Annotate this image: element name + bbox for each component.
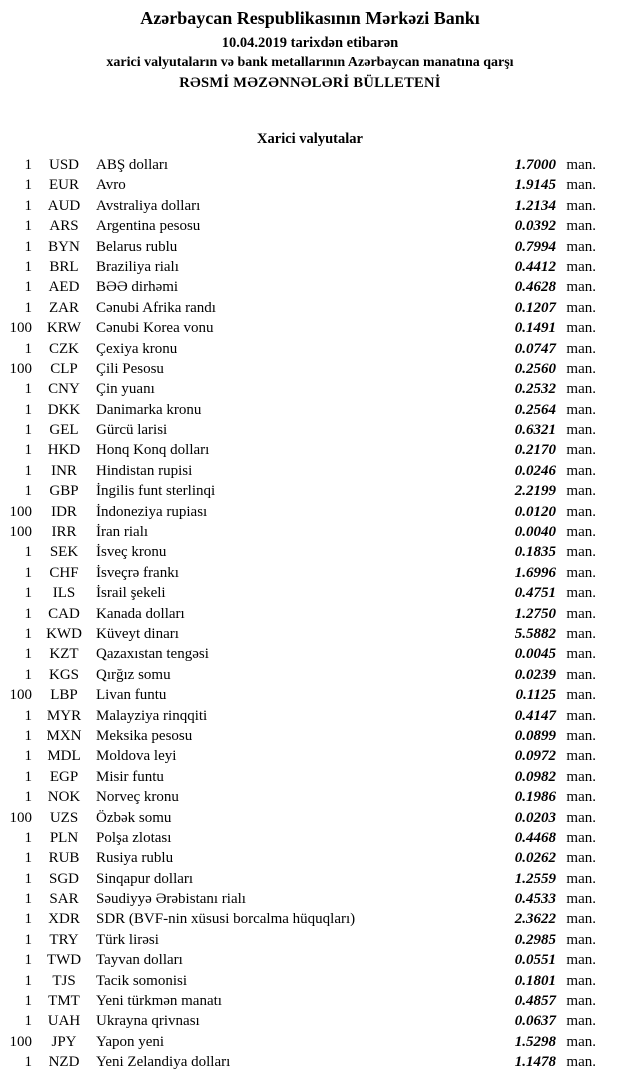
unit-cell: man. — [566, 829, 596, 846]
unit-cell: man. — [566, 911, 596, 928]
effective-date-line: 10.04.2019 tarixdən etibarən — [221, 35, 399, 51]
table-row — [8, 339, 596, 359]
currency-name-cell: Hindistan rupisi — [96, 462, 193, 479]
table-row — [8, 196, 596, 216]
table-row — [8, 706, 596, 726]
rate-cell: 0.1491 — [514, 320, 556, 337]
unit-cell: man. — [566, 666, 596, 683]
currency-name-cell: Özbək somu — [96, 809, 172, 826]
quantity-cell: 1 — [24, 544, 32, 561]
table-row — [8, 461, 596, 481]
table-row — [8, 909, 596, 929]
table-row — [8, 808, 596, 828]
currency-name-cell: Yeni Zelandiya dolları — [96, 1054, 231, 1071]
currency-name-cell: Çili Pesosu — [96, 360, 164, 377]
bank-title: Azərbaycan Respublikasının Mərkəzi Bankı — [140, 8, 480, 28]
table-row — [8, 950, 596, 970]
currency-code-cell: TWD — [46, 952, 82, 969]
table-row — [8, 971, 596, 991]
quantity-cell: 1 — [24, 462, 32, 479]
rate-cell: 1.2559 — [514, 870, 556, 887]
quantity-cell: 100 — [9, 524, 32, 541]
currency-code-cell: MDL — [47, 748, 81, 765]
currency-code-cell: GBP — [49, 483, 79, 500]
unit-cell: man. — [566, 462, 596, 479]
table-row — [8, 175, 596, 195]
quantity-cell: 100 — [9, 320, 32, 337]
table-row — [8, 400, 596, 420]
currency-name-cell: Meksika pesosu — [96, 727, 193, 744]
currency-name-cell: SDR (BVF-nin xüsusi borcalma hüquqları) — [96, 911, 356, 928]
unit-cell: man. — [566, 727, 596, 744]
quantity-cell: 1 — [24, 605, 32, 622]
table-row — [8, 277, 596, 297]
currency-code-cell: MXN — [46, 727, 82, 744]
unit-cell: man. — [566, 442, 596, 459]
currency-name-cell: Rusiya rublu — [96, 850, 174, 867]
unit-cell: man. — [566, 157, 596, 173]
currency-code-cell: RUB — [48, 850, 80, 867]
currency-name-cell: Sinqapur dolları — [96, 870, 194, 887]
currency-code-cell: EUR — [49, 177, 79, 194]
currency-name-cell: Danimarka kronu — [96, 401, 202, 418]
currency-name-cell: İngilis funt sterlinqi — [96, 483, 216, 500]
currency-name-cell: Kanada dolları — [96, 605, 185, 622]
quantity-cell: 1 — [24, 666, 32, 683]
currency-code-cell: KGS — [48, 666, 79, 683]
currency-name-cell: Cənubi Korea vonu — [96, 320, 214, 337]
table-row — [8, 542, 596, 562]
currency-code-cell: MYR — [46, 707, 82, 724]
unit-cell: man. — [566, 401, 596, 418]
quantity-cell: 1 — [24, 442, 32, 459]
rate-cell: 0.0972 — [514, 748, 556, 765]
currency-name-cell: Avro — [96, 177, 126, 194]
unit-cell: man. — [566, 360, 596, 377]
rate-cell: 0.1835 — [514, 544, 556, 561]
currency-code-cell: BYN — [48, 238, 80, 255]
quantity-cell: 1 — [24, 931, 32, 948]
unit-cell: man. — [566, 585, 596, 602]
currency-name-cell: Argentina pesosu — [96, 218, 201, 235]
unit-cell: man. — [566, 483, 596, 500]
rate-cell: 0.0637 — [514, 1013, 556, 1030]
currency-code-cell: KZT — [49, 646, 79, 663]
bulletin-title: RƏSMİ MƏZƏNNƏLƏRİ BÜLLETENİ — [179, 75, 441, 91]
currency-code-cell: INR — [51, 462, 77, 479]
unit-cell: man. — [566, 972, 596, 989]
table-row — [8, 685, 596, 705]
table-row — [8, 767, 596, 787]
currency-code-cell: IDR — [51, 503, 77, 520]
currency-name-cell: Qazaxıstan tengəsi — [96, 646, 209, 663]
table-row — [8, 481, 596, 501]
rate-cell: 2.2199 — [514, 483, 556, 500]
quantity-cell: 1 — [24, 483, 32, 500]
rate-cell: 0.0040 — [514, 524, 556, 541]
currency-code-cell: TRY — [49, 931, 79, 948]
currency-code-cell: SEK — [49, 544, 79, 561]
unit-cell: man. — [566, 1033, 596, 1050]
currency-code-cell: CNY — [48, 381, 80, 398]
table-row — [8, 1032, 596, 1052]
rate-cell: 1.2134 — [514, 197, 556, 214]
quantity-cell: 1 — [24, 299, 32, 316]
quantity-cell: 1 — [24, 1054, 32, 1071]
unit-cell: man. — [566, 707, 596, 724]
unit-cell: man. — [566, 238, 596, 255]
currency-code-cell: IRR — [51, 524, 77, 541]
rate-cell: 0.7994 — [514, 238, 556, 255]
quantity-cell: 1 — [24, 625, 32, 642]
currency-name-cell: Tacik somonisi — [96, 972, 188, 989]
document-header — [0, 6, 620, 94]
currency-code-cell: SAR — [49, 891, 79, 908]
currency-name-cell: Misir funtu — [96, 768, 164, 785]
currency-name-cell: İsrail şekeli — [96, 585, 166, 602]
quantity-cell: 1 — [24, 850, 32, 867]
quantity-cell: 1 — [24, 564, 32, 581]
quantity-cell: 1 — [24, 952, 32, 969]
rate-cell: 0.4468 — [514, 829, 556, 846]
unit-cell: man. — [566, 768, 596, 785]
rate-cell: 0.4751 — [514, 585, 556, 602]
currency-name-cell: Avstraliya dolları — [96, 197, 201, 214]
rate-cell: 0.4412 — [514, 258, 556, 275]
quantity-cell: 100 — [9, 1033, 32, 1050]
rate-cell: 0.1986 — [514, 789, 556, 806]
currency-code-cell: ILS — [52, 585, 76, 602]
quantity-cell: 1 — [24, 891, 32, 908]
currency-name-cell: Honq Konq dolları — [96, 442, 210, 459]
quantity-cell: 1 — [24, 218, 32, 235]
currency-code-cell: JPY — [51, 1033, 77, 1050]
table-row — [8, 665, 596, 685]
currency-code-cell: TMT — [48, 993, 80, 1010]
quantity-cell: 1 — [24, 789, 32, 806]
rate-cell: 0.4533 — [514, 891, 556, 908]
unit-cell: man. — [566, 422, 596, 439]
rate-cell: 0.4147 — [514, 707, 556, 724]
currency-code-cell: HKD — [47, 442, 81, 459]
unit-cell: man. — [566, 258, 596, 275]
table-row — [8, 379, 596, 399]
rate-cell: 0.1125 — [515, 687, 556, 704]
unit-cell: man. — [566, 544, 596, 561]
currency-name-cell: Malayziya rinqqiti — [96, 707, 208, 724]
unit-cell: man. — [566, 299, 596, 316]
currency-name-cell: Qırğız somu — [96, 666, 171, 683]
quantity-cell: 1 — [24, 157, 32, 173]
table-row — [8, 502, 596, 522]
quantity-cell: 1 — [24, 258, 32, 275]
currency-name-cell: BƏƏ dirhəmi — [96, 279, 179, 296]
currency-code-cell: AED — [48, 279, 80, 296]
table-row — [8, 359, 596, 379]
currency-name-cell: Türk lirəsi — [96, 931, 159, 948]
quantity-cell: 100 — [9, 809, 32, 826]
unit-cell: man. — [566, 789, 596, 806]
rate-cell: 0.0203 — [514, 809, 556, 826]
rate-cell: 0.0246 — [514, 462, 556, 479]
currency-name-cell: Cənubi Afrika randı — [96, 299, 216, 316]
currency-code-cell: NZD — [48, 1054, 80, 1071]
unit-cell: man. — [566, 218, 596, 235]
table-row — [8, 624, 596, 644]
quantity-cell: 1 — [24, 870, 32, 887]
currency-code-cell: AUD — [47, 197, 81, 214]
currency-name-cell: Küveyt dinarı — [96, 625, 179, 642]
currency-code-cell: PLN — [49, 829, 79, 846]
quantity-cell: 1 — [24, 768, 32, 785]
unit-cell: man. — [566, 931, 596, 948]
rate-cell: 1.9145 — [514, 177, 556, 194]
quantity-cell: 1 — [24, 422, 32, 439]
table-row — [8, 644, 596, 664]
currency-code-cell: ARS — [49, 218, 79, 235]
rate-cell: 0.2170 — [514, 442, 556, 459]
currency-name-cell: Ukrayna qrivnası — [96, 1013, 200, 1030]
table-row — [8, 604, 596, 624]
unit-cell: man. — [566, 625, 596, 642]
rate-cell: 0.2985 — [514, 931, 556, 948]
table-row — [8, 726, 596, 746]
quantity-cell: 100 — [9, 503, 32, 520]
table-row — [8, 298, 596, 318]
unit-cell: man. — [566, 993, 596, 1010]
currency-code-cell: BRL — [49, 258, 79, 275]
currency-code-cell: GEL — [49, 422, 79, 439]
quantity-cell: 1 — [24, 829, 32, 846]
table-row — [8, 828, 596, 848]
quantity-cell: 1 — [24, 197, 32, 214]
unit-cell: man. — [566, 503, 596, 520]
quantity-cell: 1 — [24, 279, 32, 296]
quantity-cell: 1 — [24, 993, 32, 1010]
table-row — [8, 583, 596, 603]
table-row — [8, 522, 596, 542]
rate-cell: 5.5882 — [514, 625, 556, 642]
rate-cell: 1.2750 — [514, 605, 556, 622]
currency-code-cell: CZK — [49, 340, 79, 357]
rate-cell: 0.4857 — [514, 993, 556, 1010]
currency-name-cell: Yapon yeni — [96, 1033, 165, 1050]
rate-cell: 0.2532 — [514, 381, 556, 398]
currency-code-cell: LBP — [50, 687, 78, 704]
currency-name-cell: Səudiyyə Ərəbistanı rialı — [96, 891, 246, 908]
rate-cell: 0.4628 — [514, 279, 556, 296]
quantity-cell: 1 — [24, 646, 32, 663]
table-row — [8, 216, 596, 236]
rate-cell: 0.1207 — [514, 299, 556, 316]
quantity-cell: 1 — [24, 727, 32, 744]
table-row — [8, 848, 596, 868]
currency-name-cell: Gürcü larisi — [96, 422, 168, 439]
quantity-cell: 1 — [24, 401, 32, 418]
quantity-cell: 1 — [24, 1013, 32, 1030]
quantity-cell: 1 — [24, 177, 32, 194]
rate-cell: 1.1478 — [514, 1054, 556, 1071]
unit-cell: man. — [566, 1054, 596, 1071]
currency-code-cell: ZAR — [49, 299, 79, 316]
subject-line: xarici valyutaların və bank metallarının Azərbaycan manatına qarşı — [106, 55, 514, 70]
currency-name-cell: İsveçrə frankı — [96, 564, 179, 581]
rate-cell: 0.0392 — [514, 218, 556, 235]
rate-cell: 0.2560 — [514, 360, 556, 377]
unit-cell: man. — [566, 197, 596, 214]
quantity-cell: 1 — [24, 748, 32, 765]
currency-code-cell: CLP — [50, 360, 78, 377]
currency-name-cell: Braziliya rialı — [96, 258, 179, 275]
table-row — [8, 930, 596, 950]
currency-code-cell: KRW — [46, 320, 82, 337]
table-row — [8, 869, 596, 889]
quantity-cell: 1 — [24, 972, 32, 989]
rate-cell: 0.0551 — [514, 952, 556, 969]
table-row — [8, 237, 596, 257]
table-row — [8, 420, 596, 440]
rate-cell: 0.0899 — [514, 727, 556, 744]
quantity-cell: 1 — [24, 381, 32, 398]
currency-code-cell: KWD — [46, 625, 82, 642]
unit-cell: man. — [566, 177, 596, 194]
unit-cell: man. — [566, 320, 596, 337]
rate-cell: 0.2564 — [514, 401, 556, 418]
currency-code-cell: TJS — [52, 972, 76, 989]
table-row — [8, 563, 596, 583]
currency-name-cell: Tayvan dolları — [96, 952, 183, 969]
quantity-cell: 1 — [24, 238, 32, 255]
currency-code-cell: XDR — [48, 911, 80, 928]
table-row — [8, 257, 596, 277]
currency-code-cell: SGD — [48, 870, 79, 887]
quantity-cell: 1 — [24, 911, 32, 928]
currency-name-cell: Çexiya kronu — [96, 340, 178, 357]
table-row — [8, 746, 596, 766]
rate-cell: 0.0045 — [514, 646, 556, 663]
rate-cell: 1.5298 — [514, 1033, 556, 1050]
currency-name-cell: İran rialı — [96, 524, 149, 541]
unit-cell: man. — [566, 605, 596, 622]
unit-cell: man. — [566, 687, 596, 704]
currency-name-cell: Polşa zlotası — [96, 829, 172, 846]
currency-code-cell: CAD — [48, 605, 80, 622]
currency-code-cell: EGP — [49, 768, 79, 785]
currency-code-cell: NOK — [47, 789, 81, 806]
quantity-cell: 100 — [9, 687, 32, 704]
unit-cell: man. — [566, 646, 596, 663]
quantity-cell: 100 — [9, 360, 32, 377]
currency-name-cell: İsveç kronu — [96, 544, 167, 561]
rate-cell: 1.7000 — [514, 157, 556, 173]
rate-cell: 0.0239 — [514, 666, 556, 683]
unit-cell: man. — [566, 891, 596, 908]
rate-cell: 0.0262 — [514, 850, 556, 867]
table-row — [8, 787, 596, 807]
table-row — [8, 440, 596, 460]
rate-cell: 0.0120 — [514, 503, 556, 520]
unit-cell: man. — [566, 850, 596, 867]
table-row — [8, 889, 596, 909]
currency-name-cell: İndoneziya rupiası — [96, 503, 208, 520]
currency-code-cell: UAH — [47, 1013, 81, 1030]
table-row — [8, 1052, 596, 1072]
currency-name-cell: Çin yuanı — [96, 381, 155, 398]
currency-code-cell: USD — [48, 157, 79, 173]
quantity-cell: 1 — [24, 340, 32, 357]
unit-cell: man. — [566, 340, 596, 357]
unit-cell: man. — [566, 809, 596, 826]
unit-cell: man. — [566, 952, 596, 969]
currency-code-cell: CHF — [49, 564, 79, 581]
currency-name-cell: Norveç kronu — [96, 789, 179, 806]
rate-cell: 0.1801 — [514, 972, 556, 989]
quantity-cell: 1 — [24, 707, 32, 724]
table-row — [8, 991, 596, 1011]
currency-name-cell: Livan funtu — [96, 687, 167, 704]
unit-cell: man. — [566, 381, 596, 398]
currency-table — [0, 155, 620, 1073]
rate-cell: 0.0982 — [514, 768, 556, 785]
rate-cell: 2.3622 — [514, 911, 556, 928]
currency-code-cell: UZS — [49, 809, 79, 826]
quantity-cell: 1 — [24, 585, 32, 602]
unit-cell: man. — [566, 279, 596, 296]
table-row — [8, 318, 596, 338]
rate-cell: 0.0747 — [514, 340, 556, 357]
currency-name-cell: Moldova leyi — [96, 748, 177, 765]
table-row — [8, 1011, 596, 1031]
unit-cell: man. — [566, 1013, 596, 1030]
rate-cell: 0.6321 — [514, 422, 556, 439]
section-title-foreign-currencies: Xarici valyutalar — [257, 131, 363, 147]
unit-cell: man. — [566, 564, 596, 581]
currency-code-cell: DKK — [47, 401, 81, 418]
rate-cell: 1.6996 — [514, 564, 556, 581]
table-row — [8, 155, 596, 175]
unit-cell: man. — [566, 748, 596, 765]
unit-cell: man. — [566, 524, 596, 541]
currency-name-cell: Belarus rublu — [96, 238, 178, 255]
currency-name-cell: ABŞ dolları — [96, 157, 169, 173]
currency-name-cell: Yeni türkmən manatı — [96, 993, 222, 1010]
unit-cell: man. — [566, 870, 596, 887]
